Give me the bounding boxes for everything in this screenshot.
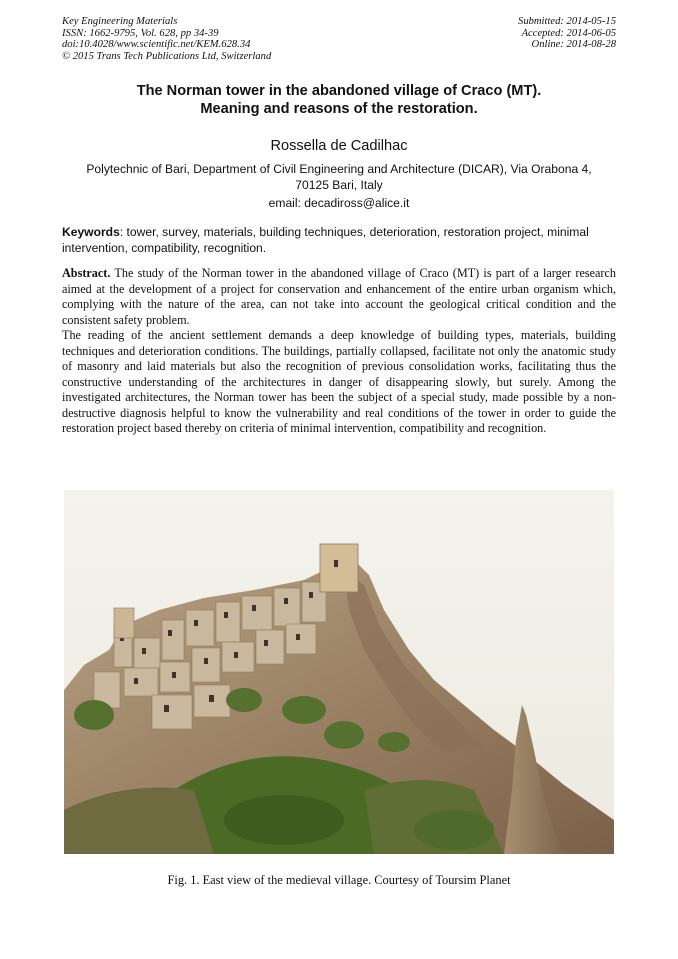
- journal-header-right: [518, 16, 616, 51]
- author-affiliation: [62, 162, 616, 193]
- keywords-label: Keywords: [62, 225, 120, 239]
- author-name: Rossella de Cadilhac: [270, 138, 408, 154]
- figure-caption: Fig. 1. East view of the medieval village. Courtesy of Toursim Planet: [167, 873, 511, 887]
- paper-title-line1: The Norman tower in the abandoned village of Craco (MT).: [136, 83, 542, 99]
- journal-issn: ISSN: 1662-9795, Vol. 628, pp 34-39: [62, 27, 219, 39]
- date-submitted: Submitted: 2014-05-15: [518, 16, 616, 27]
- keywords-text: : tower, survey, materials, building techniques, deterioration, restoration project, minimal intervention, compatibility, recognition.: [62, 225, 589, 255]
- abstract-label: Abstract.: [62, 266, 111, 280]
- norman-tower: [320, 544, 358, 592]
- abstract-paragraph-2: The reading of the ancient settlement demands a deep knowledge of building types, materials, building techniques and deterioration conditions. The buildings, partially collapsed, facilitate not only the anatomic study of masonry and laid materials but also the recognition of previous consolidation works, facilitating thus the constructive understanding of the architectures in danger of disappearing slowly, but surely. Among the investigated architectures, the Norman tower has been the subject of a special study, made possible by a non-destructive diagnosis helpful to know the vulnerability and real conditions of the tower in order to guide the restoration project based thereby on criteria of minimal intervention, compatibility and recognition.: [62, 328, 616, 435]
- paper-title-line2: Meaning and reasons of the restoration.: [200, 101, 478, 117]
- village-photo-illustration: [64, 490, 614, 854]
- keywords-block: [62, 225, 616, 256]
- abstract-block: [62, 266, 616, 437]
- author-email: email: decadiross@alice.it: [268, 196, 410, 210]
- date-accepted: Accepted: 2014-06-05: [521, 27, 616, 39]
- affiliation-line2: 70125 Bari, Italy: [295, 177, 383, 192]
- abstract-text-1: The study of the Norman tower in the abandoned village of Craco (MT) is part of a larger research aimed at the development of a project for conservation and enhancement of the entire urban organism which, complying with the nature of the area, can not take into account the geological critical condition and the consistent safety problem.: [62, 266, 616, 327]
- journal-header-left: [62, 16, 271, 62]
- figure-photo: [64, 490, 614, 854]
- date-online: Online: 2014-08-28: [531, 39, 616, 51]
- journal-copyright: © 2015 Trans Tech Publications Ltd, Switzerland: [62, 50, 272, 62]
- abstract-paragraph-1: [62, 266, 616, 328]
- affiliation-line1: Polytechnic of Bari, Department of Civil Engineering and Architecture (DICAR), Via Orabona 4,: [86, 162, 592, 176]
- paper-title: [62, 82, 616, 118]
- journal-doi: doi:10.4028/www.scientific.net/KEM.628.34: [62, 39, 251, 51]
- journal-name: Key Engineering Materials: [62, 16, 178, 27]
